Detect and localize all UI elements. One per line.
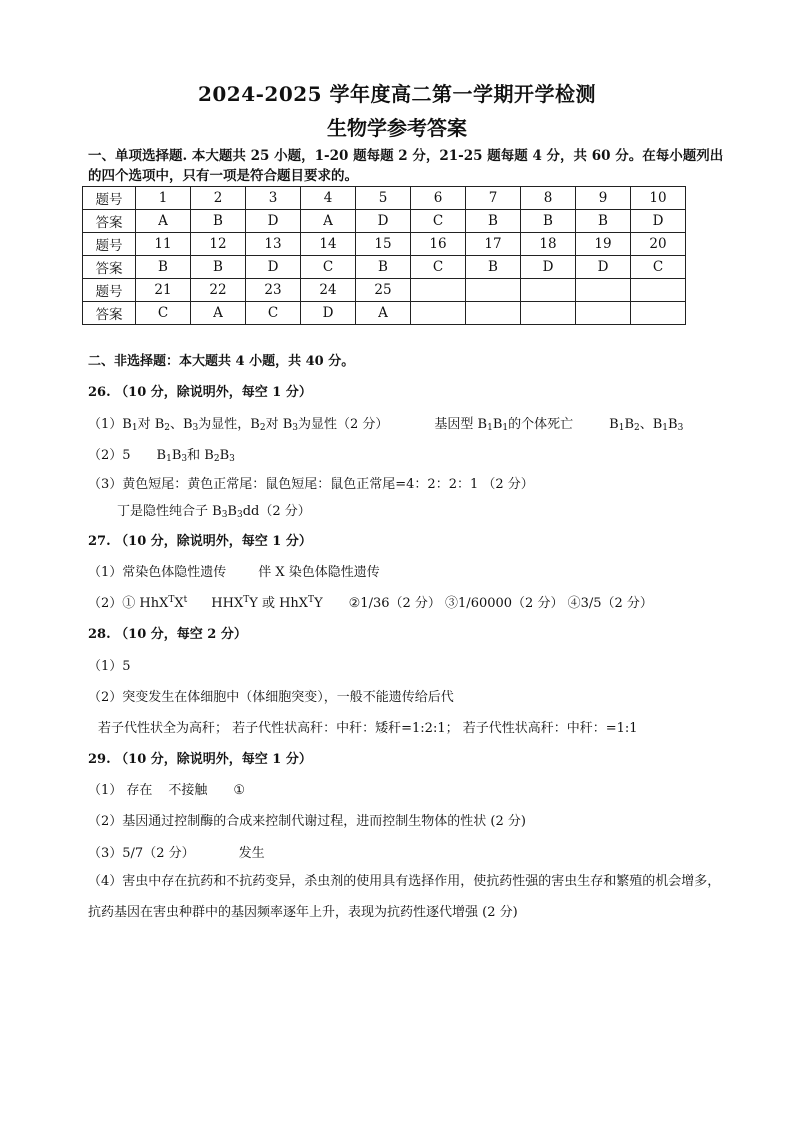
answer-cell: D: [301, 302, 356, 325]
question-number-row: [83, 187, 686, 210]
q27-line1: [88, 561, 380, 580]
answer-cell: A: [356, 302, 411, 325]
answer-cell: [576, 302, 631, 325]
q29-line3: [88, 842, 265, 861]
section2-header: 二、非选择题：本大题共 4 小题，共 40 分。: [88, 354, 355, 369]
question-number-cell: 22: [191, 279, 246, 302]
text: 和 B: [187, 448, 214, 463]
answer-cell: C: [301, 256, 356, 279]
sub: 1: [618, 423, 625, 433]
text: （2）① HhX: [88, 596, 169, 611]
sub: 1: [487, 423, 493, 433]
sub: 1: [502, 423, 509, 433]
question-number-cell: 21: [136, 279, 191, 302]
text: （2）5: [88, 448, 131, 463]
q28-line2: （2）突变发生在体细胞中（体细胞突变），一般不能遗传给后代: [88, 690, 454, 705]
answer-cell: D: [576, 256, 631, 279]
question-number-cell: 5: [356, 187, 411, 210]
question-number-cell: [521, 279, 576, 302]
text: （1） 存在: [88, 783, 153, 798]
answer-cell: D: [356, 210, 411, 233]
q29-line2: （2）基因通过控制酶的合成来控制代谢过程，进而控制生物体的性状 (2 分): [88, 814, 526, 829]
text: 对 B: [265, 417, 293, 432]
answer-cell: C: [411, 256, 466, 279]
question-number-cell: 7: [466, 187, 521, 210]
text: ①: [233, 783, 246, 798]
answer-cell: D: [246, 256, 301, 279]
text: 为显性，B: [198, 417, 260, 432]
answer-cell: A: [136, 210, 191, 233]
q29-heading: 29. （10 分，除说明外，每空 1 分）: [88, 752, 312, 767]
text: （1）常染色体隐性遗传: [88, 565, 227, 580]
q27-heading: 27. （10 分，除说明外，每空 1 分）: [88, 534, 312, 549]
answer-cell: [631, 302, 686, 325]
answer-cell: B: [521, 210, 576, 233]
answer-cell: [466, 302, 521, 325]
answer-cell: D: [521, 256, 576, 279]
sup: T: [308, 595, 315, 605]
sub: 2: [259, 423, 266, 433]
text: B: [668, 417, 678, 432]
answer-row: [83, 302, 686, 325]
sub: 3: [236, 510, 243, 520]
sub: 3: [229, 454, 235, 464]
answer-cell: B: [191, 210, 246, 233]
question-number-cell: 18: [521, 233, 576, 256]
text: B: [227, 504, 237, 519]
question-number-cell: [466, 279, 521, 302]
question-number-cell: 24: [301, 279, 356, 302]
answer-cell: C: [631, 256, 686, 279]
text: B: [492, 417, 503, 432]
text: X: [174, 596, 184, 611]
question-number-cell: 10: [631, 187, 686, 210]
row-label-question: 题号: [83, 233, 136, 256]
question-number-cell: 15: [356, 233, 411, 256]
question-number-cell: 3: [246, 187, 301, 210]
q26-line1: [88, 413, 683, 433]
q26-line3: （3）黄色短尾：黄色正常尾：鼠色短尾：鼠色正常尾=4：2：2：1 （2 分）: [88, 477, 534, 492]
answer-cell: [521, 302, 576, 325]
sub: 1: [166, 454, 172, 464]
sub: 3: [221, 510, 228, 520]
document-title: 2024-2025 学年度高二第一学期开学检测: [197, 82, 597, 106]
sup: T: [243, 595, 250, 605]
question-number-cell: 4: [301, 187, 356, 210]
answer-cell: A: [301, 210, 356, 233]
q29-line4: （4）害虫中存在抗药和不抗药变异，杀虫剂的使用具有选择作用，使抗药性强的害虫生存和繁殖的机会增多，抗药基因在害虫种群中的基因频率逐年上升，表现为抗药性逐代增强 (2 分): [88, 874, 721, 920]
question-number-cell: [576, 279, 631, 302]
sub: 2: [634, 423, 640, 433]
question-number-row: [83, 233, 686, 256]
text: 发生: [238, 846, 265, 861]
q28-line3: 若子代性状全为高秆； 若子代性状高秆：中秆：矮秆=1:2:1； 若子代性状高秆：中秆：=1:1: [98, 721, 638, 736]
text: B: [156, 448, 167, 463]
text: （1）B: [88, 417, 132, 432]
row-label-question: 题号: [83, 279, 136, 302]
sub: 2: [213, 454, 220, 464]
text: 丁是隐性纯合子 B: [117, 504, 222, 519]
answer-cell: C: [246, 302, 301, 325]
answer-cell: C: [411, 210, 466, 233]
q26-line4: [117, 500, 311, 520]
text: 、B: [169, 417, 193, 432]
question-number-cell: 12: [191, 233, 246, 256]
text: dd（2 分）: [242, 504, 311, 519]
answer-cell: B: [356, 256, 411, 279]
sup: t: [183, 595, 188, 605]
answer-cell: [411, 302, 466, 325]
answer-cell: B: [466, 210, 521, 233]
question-number-cell: 1: [136, 187, 191, 210]
text: 、B: [639, 417, 663, 432]
q26-line2: [88, 444, 235, 464]
question-number-cell: 14: [301, 233, 356, 256]
section1-intro: 一、单项选择题. 本大题共 25 小题，1-20 题每题 2 分，21-25 题每题 4 分，共 60 分。在每小题列出的四个选项中，只有一项是符合题目要求的。: [88, 148, 724, 184]
document-subtitle: 生物学参考答案: [327, 116, 467, 140]
text: B: [171, 448, 182, 463]
sub: 1: [131, 423, 138, 433]
sub: 1: [662, 423, 669, 433]
question-number-cell: 25: [356, 279, 411, 302]
q27-line2: [88, 592, 653, 611]
answer-cell: D: [631, 210, 686, 233]
text: 基因型 B: [434, 417, 488, 432]
answer-row: [83, 256, 686, 279]
question-number-cell: 8: [521, 187, 576, 210]
answer-cell: B: [466, 256, 521, 279]
text: 不接触: [168, 783, 208, 798]
answer-row: [83, 210, 686, 233]
answer-cell: D: [246, 210, 301, 233]
text: ②1/36（2 分） ③1/60000（2 分） ④3/5（2 分）: [348, 596, 653, 611]
sub: 2: [164, 423, 170, 433]
text: B: [624, 417, 634, 432]
row-label-answer: 答案: [83, 256, 136, 279]
answer-cell: B: [191, 256, 246, 279]
text: B: [609, 417, 619, 432]
answer-table: [82, 186, 686, 325]
sup: T: [168, 595, 175, 605]
text: 对 B: [137, 417, 165, 432]
q28-heading: 28. （10 分，每空 2 分）: [88, 627, 247, 642]
q29-line1: [88, 779, 245, 798]
text: 伴 X 染色体隐性遗传: [258, 565, 380, 580]
sub: 3: [677, 423, 684, 433]
question-number-cell: [411, 279, 466, 302]
row-label-answer: 答案: [83, 302, 136, 325]
answer-cell: C: [136, 302, 191, 325]
question-number-cell: 13: [246, 233, 301, 256]
sub: 3: [292, 423, 298, 433]
text: 的个体死亡: [508, 417, 574, 432]
question-number-cell: 9: [576, 187, 631, 210]
question-number-cell: [631, 279, 686, 302]
question-number-row: [83, 279, 686, 302]
text: 为显性（2 分）: [298, 417, 389, 432]
row-label-question: 题号: [83, 187, 136, 210]
answer-cell: A: [191, 302, 246, 325]
question-number-cell: 20: [631, 233, 686, 256]
sub: 3: [181, 454, 188, 464]
text: B: [219, 448, 230, 463]
question-number-cell: 6: [411, 187, 466, 210]
q26-heading: 26. （10 分，除说明外，每空 1 分）: [88, 385, 312, 400]
text: Y 或 HhX: [249, 596, 309, 611]
question-number-cell: 17: [466, 233, 521, 256]
row-label-answer: 答案: [83, 210, 136, 233]
text: （3）5/7（2 分）: [88, 846, 195, 861]
question-number-cell: 23: [246, 279, 301, 302]
answer-cell: B: [136, 256, 191, 279]
text: Y: [314, 596, 323, 611]
question-number-cell: 16: [411, 233, 466, 256]
q28-line1: （1）5: [88, 659, 131, 674]
question-number-cell: 2: [191, 187, 246, 210]
question-number-cell: 19: [576, 233, 631, 256]
text: HHX: [211, 596, 244, 611]
answer-cell: B: [576, 210, 631, 233]
question-number-cell: 11: [136, 233, 191, 256]
sub: 3: [192, 423, 199, 433]
